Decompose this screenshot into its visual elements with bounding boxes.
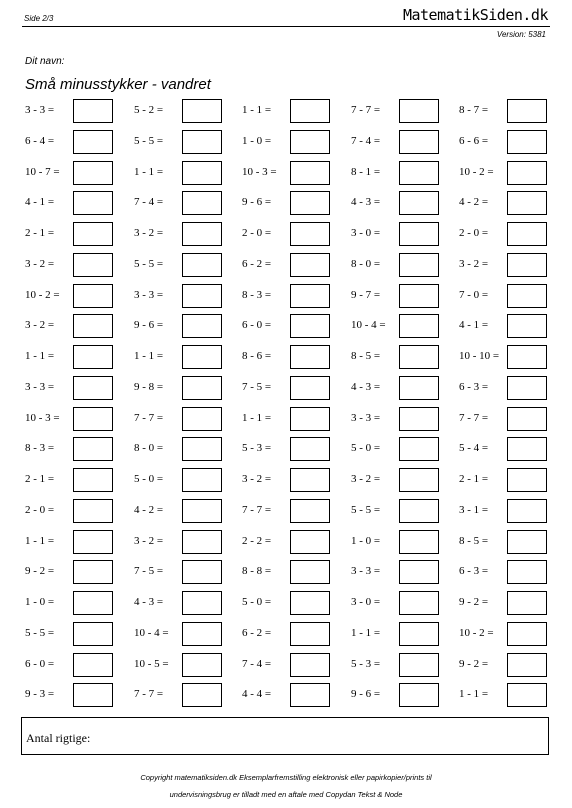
problem-expression: 10 - 3 =	[242, 165, 277, 178]
problem-expression: 7 - 7 =	[351, 104, 381, 116]
problem-expression: 5 - 3 =	[351, 657, 381, 670]
problem-expression: 1 - 1 =	[25, 534, 55, 547]
answer-box[interactable]	[182, 253, 222, 277]
problem-expression: 3 - 3 =	[25, 104, 55, 116]
problem-expression: 9 - 6 =	[351, 688, 381, 701]
answer-box[interactable]	[399, 284, 439, 308]
problem-expression: 3 - 3 =	[351, 411, 381, 424]
score-label: Antal rigtige:	[26, 731, 91, 745]
answer-box[interactable]	[73, 622, 113, 646]
answer-box[interactable]	[73, 560, 113, 584]
problem-expression: 4 - 4 =	[242, 688, 272, 701]
problem-expression: 10 - 10 =	[459, 350, 500, 362]
answer-box[interactable]	[182, 683, 222, 707]
answer-box[interactable]	[73, 407, 113, 431]
answer-box[interactable]	[290, 653, 330, 677]
answer-box[interactable]	[507, 499, 547, 523]
answer-box[interactable]	[182, 407, 222, 431]
answer-box[interactable]	[290, 99, 330, 123]
answer-box[interactable]	[507, 376, 547, 400]
answer-box[interactable]	[399, 345, 439, 369]
answer-box[interactable]	[73, 530, 113, 554]
answer-box[interactable]	[399, 683, 439, 707]
answer-box[interactable]	[290, 499, 330, 523]
answer-box[interactable]	[73, 191, 113, 215]
answer-box[interactable]	[507, 653, 547, 677]
problem-expression: 5 - 5 =	[25, 626, 55, 639]
problem-expression: 3 - 2 =	[351, 473, 381, 485]
problem-expression: 7 - 7 =	[459, 411, 489, 424]
answer-box[interactable]	[507, 314, 547, 338]
copyright-line: Copyright matematiksiden.dk Eksemplarfremstilling elektronisk eller papirkopier/prints til	[140, 773, 432, 782]
problem-expression: 9 - 2 =	[459, 596, 489, 608]
problem-expression: 8 - 5 =	[351, 350, 381, 362]
problem-expression: 5 - 5 =	[134, 134, 164, 147]
answer-box[interactable]	[290, 622, 330, 646]
answer-box[interactable]	[507, 99, 547, 123]
answer-box[interactable]	[399, 499, 439, 523]
problem-expression: 5 - 5 =	[351, 503, 381, 516]
answer-box[interactable]	[182, 622, 222, 646]
answer-box[interactable]	[73, 653, 113, 677]
problem-expression: 8 - 0 =	[351, 257, 381, 270]
answer-box[interactable]	[399, 99, 439, 123]
problem-expression: 8 - 3 =	[242, 288, 272, 301]
answer-box[interactable]	[290, 437, 330, 461]
answer-box[interactable]	[399, 191, 439, 215]
problem-expression: 9 - 6 =	[134, 319, 164, 332]
answer-box[interactable]	[182, 437, 222, 461]
answer-box[interactable]	[290, 591, 330, 615]
answer-box[interactable]	[399, 407, 439, 431]
problem-expression: 6 - 4 =	[25, 134, 55, 147]
problem-expression: 9 - 7 =	[351, 288, 381, 301]
answer-box[interactable]	[290, 345, 330, 369]
problem-expression: 4 - 3 =	[134, 596, 164, 608]
answer-box[interactable]	[290, 222, 330, 246]
version-label: Version: 5381	[496, 30, 546, 39]
answer-box[interactable]	[399, 591, 439, 615]
answer-box[interactable]	[73, 161, 113, 185]
problem-expression: 3 - 2 =	[459, 257, 489, 270]
answer-box[interactable]	[507, 191, 547, 215]
answer-box[interactable]	[507, 591, 547, 615]
problem-expression: 1 - 1 =	[134, 350, 164, 362]
problem-expression: 6 - 3 =	[459, 380, 489, 393]
problem-expression: 7 - 5 =	[134, 565, 164, 578]
problem-expression: 7 - 0 =	[459, 288, 489, 301]
problem-expression: 7 - 4 =	[242, 657, 272, 670]
answer-box[interactable]	[73, 591, 113, 615]
answer-box[interactable]	[399, 468, 439, 492]
problem-expression: 5 - 0 =	[242, 596, 272, 608]
answer-box[interactable]	[290, 560, 330, 584]
site-logo: MatematikSiden.dk	[402, 6, 548, 24]
problem-expression: 2 - 0 =	[25, 503, 55, 516]
answer-box[interactable]	[507, 345, 547, 369]
problem-expression: 5 - 0 =	[134, 473, 164, 485]
problem-expression: 3 - 3 =	[351, 565, 381, 578]
problem-expression: 10 - 3 =	[25, 411, 60, 424]
answer-box[interactable]	[73, 222, 113, 246]
answer-box[interactable]	[399, 530, 439, 554]
problem-expression: 10 - 2 =	[459, 165, 494, 178]
problem-expression: 6 - 6 =	[459, 134, 489, 147]
answer-box[interactable]	[507, 622, 547, 646]
problem-expression: 1 - 1 =	[242, 104, 272, 116]
problem-expression: 7 - 7 =	[134, 411, 164, 424]
problem-expression: 8 - 6 =	[242, 350, 272, 362]
answer-box[interactable]	[507, 560, 547, 584]
answer-box[interactable]	[399, 161, 439, 185]
problem-expression: 5 - 3 =	[242, 442, 272, 455]
answer-box[interactable]	[399, 653, 439, 677]
problem-expression: 2 - 0 =	[242, 227, 272, 239]
problem-expression: 5 - 2 =	[134, 104, 164, 116]
problem-expression: 6 - 0 =	[242, 319, 272, 332]
answer-box[interactable]	[290, 161, 330, 185]
problem-expression: 7 - 7 =	[134, 688, 164, 701]
answer-box[interactable]	[182, 345, 222, 369]
name-label: Dit navn:	[25, 56, 65, 67]
problem-expression: 9 - 8 =	[134, 380, 164, 393]
problem-expression: 2 - 1 =	[459, 473, 489, 485]
problem-expression: 3 - 3 =	[25, 380, 55, 393]
answer-box[interactable]	[73, 468, 113, 492]
answer-box[interactable]	[182, 314, 222, 338]
answer-box[interactable]	[507, 683, 547, 707]
problem-expression: 4 - 3 =	[351, 380, 381, 393]
problem-expression: 6 - 3 =	[459, 565, 489, 578]
problem-expression: 1 - 1 =	[242, 411, 272, 424]
answer-box[interactable]	[507, 130, 547, 154]
problem-expression: 8 - 5 =	[459, 534, 489, 547]
answer-box[interactable]	[399, 622, 439, 646]
answer-box[interactable]	[182, 222, 222, 246]
answer-box[interactable]	[182, 530, 222, 554]
answer-box[interactable]	[507, 253, 547, 277]
answer-box[interactable]	[399, 130, 439, 154]
problem-expression: 4 - 2 =	[459, 196, 489, 209]
answer-box[interactable]	[399, 222, 439, 246]
copyright-notice	[100, 769, 472, 803]
problem-expression: 2 - 1 =	[25, 473, 55, 485]
answer-box[interactable]	[73, 284, 113, 308]
problem-expression: 6 - 0 =	[25, 657, 55, 670]
answer-box[interactable]	[290, 314, 330, 338]
answer-box[interactable]	[290, 376, 330, 400]
answer-box[interactable]	[399, 376, 439, 400]
problem-expression: 1 - 1 =	[134, 165, 164, 178]
copyright-line: undervisningsbrug er tilladt med en aftale med Copydan Tekst & Node	[169, 790, 403, 799]
answer-box[interactable]	[73, 683, 113, 707]
problem-expression: 1 - 0 =	[351, 534, 381, 547]
answer-box[interactable]	[182, 591, 222, 615]
problem-expression: 10 - 4 =	[134, 626, 169, 639]
answer-box[interactable]	[73, 253, 113, 277]
problem-expression: 2 - 1 =	[25, 227, 55, 239]
problem-expression: 9 - 6 =	[242, 196, 272, 209]
problem-expression: 3 - 0 =	[351, 596, 381, 608]
answer-box[interactable]	[73, 345, 113, 369]
problem-expression: 3 - 3 =	[134, 288, 164, 301]
answer-box[interactable]	[290, 530, 330, 554]
answer-box[interactable]	[73, 130, 113, 154]
problem-expression: 6 - 2 =	[242, 626, 272, 639]
problem-expression: 8 - 1 =	[351, 165, 381, 178]
problem-expression: 3 - 0 =	[351, 227, 381, 239]
page-number: Side 2/3	[24, 14, 54, 23]
problem-expression: 3 - 2 =	[25, 319, 55, 332]
problem-expression: 8 - 3 =	[25, 442, 55, 455]
problem-expression: 1 - 1 =	[459, 688, 489, 701]
answer-box[interactable]	[73, 99, 113, 123]
problem-expression: 1 - 1 =	[351, 626, 381, 639]
answer-box[interactable]	[507, 222, 547, 246]
worksheet-title: Små minusstykker - vandret	[25, 76, 211, 93]
problem-expression: 10 - 2 =	[459, 626, 494, 639]
answer-box[interactable]	[507, 530, 547, 554]
answer-box[interactable]	[399, 314, 439, 338]
problem-expression: 9 - 3 =	[25, 688, 55, 701]
problem-expression: 9 - 2 =	[459, 657, 489, 670]
answer-box[interactable]	[507, 437, 547, 461]
answer-box[interactable]	[399, 560, 439, 584]
answer-box[interactable]	[182, 376, 222, 400]
answer-box[interactable]	[73, 437, 113, 461]
problem-expression: 2 - 0 =	[459, 227, 489, 239]
problem-expression: 5 - 5 =	[134, 257, 164, 270]
answer-box[interactable]	[290, 191, 330, 215]
problem-expression: 5 - 4 =	[459, 442, 489, 455]
answer-box[interactable]	[73, 376, 113, 400]
answer-box[interactable]	[182, 161, 222, 185]
answer-box[interactable]	[182, 130, 222, 154]
answer-box[interactable]	[182, 468, 222, 492]
answer-box[interactable]	[182, 653, 222, 677]
problem-expression: 3 - 2 =	[134, 534, 164, 547]
answer-box[interactable]	[399, 253, 439, 277]
problem-expression: 9 - 2 =	[25, 565, 55, 578]
problem-expression: 8 - 7 =	[459, 104, 489, 116]
answer-box[interactable]	[73, 499, 113, 523]
answer-box[interactable]	[290, 468, 330, 492]
problem-expression: 3 - 2 =	[134, 227, 164, 239]
problem-expression: 10 - 5 =	[134, 657, 169, 670]
answer-box[interactable]	[399, 437, 439, 461]
answer-box[interactable]	[182, 284, 222, 308]
score-box[interactable]	[21, 717, 549, 755]
problem-expression: 3 - 1 =	[459, 503, 489, 516]
answer-box[interactable]	[182, 560, 222, 584]
answer-box[interactable]	[290, 130, 330, 154]
problem-expression: 5 - 0 =	[351, 442, 381, 455]
problem-expression: 2 - 2 =	[242, 534, 272, 547]
answer-box[interactable]	[182, 191, 222, 215]
problem-expression: 7 - 4 =	[351, 134, 381, 147]
answer-box[interactable]	[507, 468, 547, 492]
problem-expression: 1 - 1 =	[25, 350, 55, 362]
problem-expression: 7 - 4 =	[134, 196, 164, 209]
answer-box[interactable]	[507, 161, 547, 185]
problem-expression: 6 - 2 =	[242, 257, 272, 270]
problem-expression: 1 - 0 =	[25, 596, 55, 608]
problem-expression: 3 - 2 =	[25, 257, 55, 270]
answer-box[interactable]	[507, 284, 547, 308]
answer-box[interactable]	[507, 407, 547, 431]
problem-expression: 8 - 0 =	[134, 442, 164, 455]
answer-box[interactable]	[182, 99, 222, 123]
problem-expression: 4 - 1 =	[25, 196, 55, 209]
answer-box[interactable]	[182, 499, 222, 523]
problem-expression: 8 - 8 =	[242, 565, 272, 578]
answer-box[interactable]	[290, 683, 330, 707]
problem-expression: 4 - 2 =	[134, 503, 164, 516]
problem-expression: 10 - 7 =	[25, 165, 60, 178]
problem-expression: 10 - 2 =	[25, 288, 60, 301]
problem-expression: 10 - 4 =	[351, 319, 386, 332]
problem-expression: 3 - 2 =	[242, 473, 272, 485]
problem-expression: 1 - 0 =	[242, 134, 272, 147]
problem-expression: 4 - 1 =	[459, 319, 489, 332]
problem-expression: 7 - 5 =	[242, 380, 272, 393]
problem-expression: 7 - 7 =	[242, 503, 272, 516]
answer-box[interactable]	[290, 407, 330, 431]
problem-expression: 4 - 3 =	[351, 196, 381, 209]
answer-box[interactable]	[290, 284, 330, 308]
answer-box[interactable]	[73, 314, 113, 338]
answer-box[interactable]	[290, 253, 330, 277]
